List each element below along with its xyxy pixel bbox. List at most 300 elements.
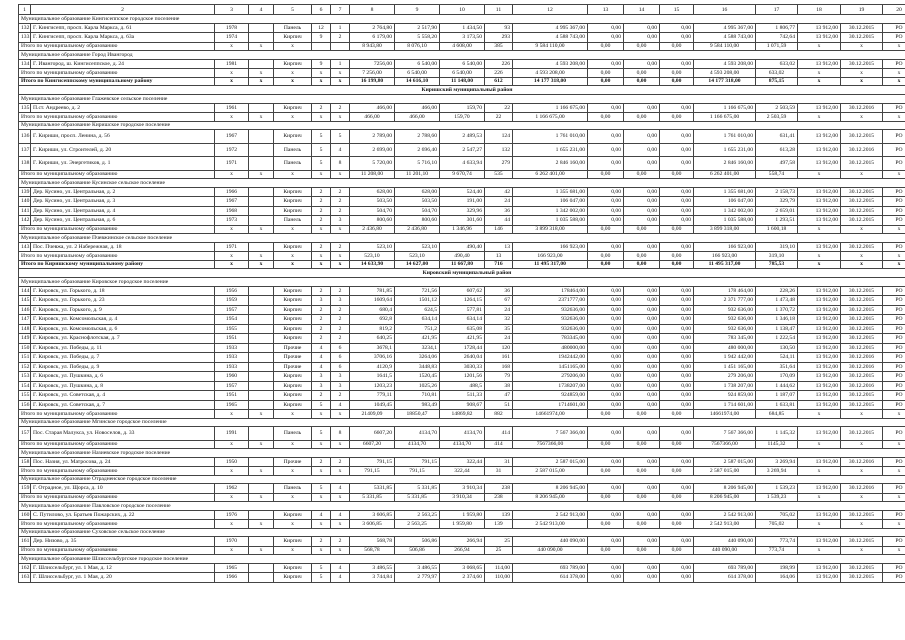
data-cell: 5 331,85 [395,484,440,494]
data-cell: Панель [274,216,312,226]
total-cell: 0,00 [588,410,624,419]
data-cell: 504,70 [395,206,440,216]
data-cell: 13 912,00 [798,353,841,363]
total-cell: 791,15 [395,467,440,476]
row-number: 146 [19,305,31,315]
total-cell: x [274,252,312,261]
data-cell: 932 636,00 [694,324,756,334]
row-number: 159 [19,484,31,494]
table-row [19,206,905,216]
row-number: 134 [19,59,31,69]
data-cell: 13 912,00 [798,563,841,573]
data-cell: 279 206,00 [694,372,756,382]
address-cell: Г. Кировск, ул. Советская, д. 4 [31,391,215,401]
total-cell: 633,02 [756,69,798,78]
total-cell: 0,00 [660,520,694,529]
total-cell: 0,00 [624,69,660,78]
table-row [19,315,905,325]
data-cell: 705,02 [756,510,798,520]
data-cell [249,427,274,441]
data-cell: 0,00 [624,315,660,325]
data-cell: 3678,1 [350,343,395,353]
data-cell: 13 912,00 [798,157,841,171]
data-cell: 0,00 [624,130,660,144]
data-cell: 38 [485,381,513,391]
data-cell: 114,00 [485,563,513,573]
data-cell: 1971 [215,157,249,171]
total-cell: 0,00 [624,225,660,234]
data-cell: 2371777,00 [513,296,588,306]
data-cell: 30.12.2015 [841,157,883,171]
data-cell: 819,2 [350,324,395,334]
data-cell: Панель [274,143,312,157]
row-number: 163 [19,573,31,583]
data-cell: 2 [312,457,331,467]
address-cell: Г. Кингисепп, просп. Карла Маркса, д. 61 [31,23,215,33]
total-cell: 0,00 [588,225,624,234]
data-cell: РО [883,206,905,216]
total-cell: x [274,546,312,555]
data-cell: Прочие [274,353,312,363]
data-cell: 1 187,07 [756,391,798,401]
total-cell: 3 899 318,00 [694,225,756,234]
data-cell: 1 [331,23,350,33]
data-cell: 3 [312,372,331,382]
data-cell: 1957 [215,305,249,315]
data-cell: 0,00 [588,537,624,547]
total-cell: 0,00 [624,467,660,476]
data-cell: 1203,23 [350,381,395,391]
data-cell: 2 563,25 [395,510,440,520]
address-cell: С. Путилово, ул. Братьев Пожарских, д. 22 [31,510,215,520]
total-cell: 18850,47 [395,410,440,419]
data-cell: 421,95 [395,334,440,344]
data-cell [249,305,274,315]
table-row [19,484,905,494]
total-label: Итого по муниципальному образованию [19,170,215,179]
data-cell: Прочие [274,362,312,372]
data-cell: 0,00 [624,343,660,353]
data-cell: 633,02 [756,59,798,69]
data-cell: 47 [485,391,513,401]
data-cell: РО [883,59,905,69]
data-cell: 2 [312,216,331,226]
total-cell: x [312,410,331,419]
data-cell: 1933 [215,343,249,353]
subtotal-row [19,170,905,179]
data-cell: 8 206 945,00 [513,484,588,494]
data-cell: 1 346,18 [756,315,798,325]
total-cell: 612 [485,77,513,86]
total-cell: 1 071,59 [756,42,798,51]
total-cell: x [331,467,350,476]
district-header-row [19,86,905,95]
header-cell: 9 [395,5,440,15]
data-cell: 1933 [215,353,249,363]
data-cell: 2 374,60 [440,573,485,583]
total-cell: 14869,82 [440,410,485,419]
data-cell: РО [883,197,905,207]
data-cell: 0,00 [660,362,694,372]
district-title: Кировский муниципальный район [19,269,905,278]
data-cell: 2 788,60 [395,130,440,144]
total-cell: x [883,77,905,86]
data-cell: 1966 [215,573,249,583]
total-cell [312,42,331,51]
data-cell: 0,00 [660,130,694,144]
data-cell: Кирпич [274,187,312,197]
total-cell: 684,85 [756,410,798,419]
data-cell: 30.12.2015 [841,324,883,334]
data-cell: 721,56 [395,286,440,296]
total-cell: 0,00 [588,113,624,122]
total-cell: x [331,493,350,502]
data-cell: 0,00 [624,103,660,113]
data-cell: 13 912,00 [798,400,841,410]
data-cell: 1967 [215,197,249,207]
data-cell: 13 912,00 [798,510,841,520]
data-cell: 13 912,00 [798,197,841,207]
data-cell [249,537,274,547]
header-cell: 3 [215,5,249,15]
table-row [19,305,905,315]
data-cell: 9 [312,33,331,43]
data-cell: 0,00 [660,315,694,325]
total-cell: 385 [485,42,513,51]
data-cell: 4 [312,353,331,363]
total-cell: x [274,520,312,529]
table-row [19,427,905,441]
data-cell: 1 761 010,00 [513,130,588,144]
data-cell: 13 912,00 [798,372,841,382]
data-cell: РО [883,242,905,252]
total-cell: x [331,77,350,86]
row-number: 143 [19,242,31,252]
section-header-row [19,234,905,243]
table-row [19,510,905,520]
data-cell: 1641,5 [350,372,395,382]
data-cell: 1961 [215,103,249,113]
data-cell: Кирпич [274,286,312,296]
total-cell: x [331,520,350,529]
data-cell: 1 633,81 [756,400,798,410]
section-header-row [19,449,905,458]
total-cell: 0,00 [660,410,694,419]
total-label: Итого по муниципальному образованию [19,69,215,78]
total-cell: 14 177 318,00 [694,77,756,86]
data-cell: 1955 [215,324,249,334]
section-header-row [19,179,905,188]
total-cell: 14661974,00 [513,410,588,419]
data-cell: 791,15 [395,457,440,467]
data-cell: 1714601,00 [513,400,588,410]
section-title: Муниципальное образование Шлиссельбургское городское поселение [19,555,905,564]
row-number: 150 [19,343,31,353]
data-cell: 511,33 [440,391,485,401]
data-cell: 2 [312,206,331,216]
row-number: 160 [19,510,31,520]
data-cell: 2 [331,334,350,344]
total-cell: x [331,546,350,555]
row-number: 144 [19,286,31,296]
data-cell: 8 [331,157,350,171]
data-cell: 4 593 208,00 [513,59,588,69]
data-cell: 42 [485,187,513,197]
data-cell: 0,00 [624,427,660,441]
data-cell: 503,50 [395,197,440,207]
data-cell: РО [883,353,905,363]
table-row [19,381,905,391]
data-cell: 0,00 [660,305,694,315]
data-cell: 44 [485,216,513,226]
data-cell: РО [883,315,905,325]
total-cell: 11 495 317,00 [694,260,756,269]
total-cell: x [312,113,331,122]
total-cell: x [331,113,350,122]
total-cell: 523,10 [395,252,440,261]
data-cell: Кирпич [274,59,312,69]
data-cell: 628,00 [350,187,395,197]
total-cell: x [883,520,905,529]
data-cell: 680,4 [350,305,395,315]
data-cell: 191,00 [440,197,485,207]
data-cell: 2 [312,537,331,547]
data-cell: 13 912,00 [798,59,841,69]
section-header-row [19,475,905,484]
data-cell: 0,00 [624,362,660,372]
data-cell: 1991 [215,427,249,441]
data-cell: 5 [312,563,331,573]
data-cell: Панель [274,157,312,171]
section-title: Муниципальное образование Назиевское городское поселение [19,449,905,458]
total-cell: 0,00 [588,520,624,529]
data-cell: 0,00 [660,353,694,363]
data-cell: 13 912,00 [798,343,841,353]
data-cell: 13 912,00 [798,23,841,33]
data-cell: 1933 [215,362,249,372]
data-cell: 0,00 [588,242,624,252]
data-cell [249,324,274,334]
section-header-row [19,95,905,104]
data-cell: 51 [485,400,513,410]
total-cell: 1 959,80 [440,520,485,529]
total-cell: 22 [485,113,513,122]
total-cell: 0,00 [660,260,694,269]
total-cell: 8 206 945,00 [513,493,588,502]
total-cell: x [883,440,905,449]
data-cell: РО [883,130,905,144]
data-cell [249,197,274,207]
section-title: Муниципальное образование Кусинское сельское поселение [19,179,905,188]
data-cell: 0,00 [624,157,660,171]
subtotal-row [19,546,905,555]
data-cell: 0,00 [624,334,660,344]
data-cell [249,187,274,197]
subtotal-row [19,440,905,449]
header-cell: 1 [19,5,31,15]
data-cell: 0,00 [588,381,624,391]
total-cell: x [249,260,274,269]
total-cell: 0,00 [660,42,694,51]
data-cell [249,372,274,382]
table-row [19,334,905,344]
address-cell: Г. Кировск, ул. Горького, д. 18 [31,286,215,296]
total-cell: x [798,252,841,261]
data-cell: 1 655 231,00 [694,143,756,157]
address-cell: Пос. Пчевжа, ул. 2 Набережная, д. 18 [31,242,215,252]
data-cell: Кирпич [274,400,312,410]
data-cell: Кирпич [274,33,312,43]
total-cell: x [883,467,905,476]
data-cell: Кирпич [274,510,312,520]
data-cell: 779,11 [350,391,395,401]
total-cell: x [798,260,841,269]
total-cell: x [798,493,841,502]
data-cell: 13 912,00 [798,305,841,315]
data-cell [249,391,274,401]
total-cell: x [312,546,331,555]
total-cell: 2 587 015,00 [694,467,756,476]
total-label: Итого по муниципальному образованию [19,225,215,234]
total-cell: x [883,225,905,234]
data-cell: 178464,00 [513,286,588,296]
data-cell: Кирпич [274,305,312,315]
data-cell: 1 959,80 [440,510,485,520]
data-cell: 198,99 [756,563,798,573]
data-cell: 0,00 [624,484,660,494]
data-cell: 106 047,00 [513,197,588,207]
data-cell: 2 [312,324,331,334]
subtotal-row [19,225,905,234]
data-cell: 1 539,23 [756,484,798,494]
data-cell: 5 720,00 [350,157,395,171]
data-cell: 2 [312,286,331,296]
total-cell: x [883,546,905,555]
table-row [19,143,905,157]
table-row [19,563,905,573]
address-cell: Г. Шлиссельбург, ул. 1 Мая, д. 12 [31,563,215,573]
district-header-row [19,269,905,278]
total-cell: 440 090,00 [513,546,588,555]
data-cell: 0,00 [624,296,660,306]
header-cell: 8 [350,5,395,15]
total-cell: 11 667,80 [440,260,485,269]
total-cell: 0,00 [588,170,624,179]
total-cell: 0,00 [660,113,694,122]
data-cell: 4 [312,343,331,353]
data-cell: 30.12.2015 [841,537,883,547]
data-cell: 1 342 002,00 [694,206,756,216]
total-cell: 7 256,00 [350,69,395,78]
total-cell: 14 627,00 [395,260,440,269]
data-cell: 1264,15 [440,296,485,306]
district-title: Киришский муниципальный район [19,86,905,95]
data-cell: Панель [274,23,312,33]
total-cell: 159,70 [440,113,485,122]
data-cell: 5 [312,427,331,441]
data-cell: 0,00 [660,391,694,401]
table-row [19,23,905,33]
data-cell: РО [883,510,905,520]
total-cell: 166 923,00 [513,252,588,261]
address-cell: Пос. Старая Малукса, ул. Новоселов, д. 33 [31,427,215,441]
total-cell: x [274,493,312,502]
section-title: Муниципальное образование Глажевское сельское поселение [19,95,905,104]
data-cell: РО [883,103,905,113]
header-cell: 5 [274,5,312,15]
header-cell: 6 [312,5,331,15]
data-cell: 440 090,00 [694,537,756,547]
data-cell: 4 995 367,00 [513,23,588,33]
data-cell: 1951 [215,391,249,401]
data-cell: Кирпич [274,372,312,382]
data-cell: 319,10 [756,242,798,252]
total-cell: 8 206 945,00 [694,493,756,502]
total-cell: x [249,410,274,419]
address-cell: Г. Кириши, просп. Ленина, д. 56 [31,130,215,144]
data-cell: 414 [485,427,513,441]
data-cell [249,362,274,372]
data-cell: 2 [312,315,331,325]
data-cell [249,103,274,113]
total-cell: 6 262 401,00 [694,170,756,179]
total-label: Итого по муниципальному образованию [19,520,215,529]
total-cell: 0,00 [660,170,694,179]
data-cell: 635,08 [440,324,485,334]
data-cell: 3 173,50 [440,33,485,43]
data-cell: 1451165,00 [513,362,588,372]
data-cell: 5 [331,130,350,144]
data-cell: 2 [312,391,331,401]
data-cell: 0,00 [588,427,624,441]
data-cell: 13 912,00 [798,484,841,494]
data-cell: 0,00 [588,33,624,43]
data-cell: 8 206 945,00 [694,484,756,494]
data-cell: 30.12.2016 [841,457,883,467]
data-cell: Кирпич [274,324,312,334]
data-cell: 3448,83 [395,362,440,372]
data-cell: 0,00 [624,324,660,334]
total-cell: 2 542 913,00 [694,520,756,529]
address-cell: П.ст. Андреево, д. 2 [31,103,215,113]
total-cell: 6 262 401,00 [513,170,588,179]
data-cell: 2 [312,187,331,197]
total-cell: x [841,170,883,179]
total-cell: 1 346,96 [440,225,485,234]
total-cell: x [798,77,841,86]
data-cell: 932636,00 [513,305,588,315]
total-cell: 166 923,00 [694,252,756,261]
total-cell: 0,00 [624,440,660,449]
total-label: Итого по Кингисеппскому муниципальному району [19,77,215,86]
data-cell: 1 738 207,00 [694,381,756,391]
data-cell: 2 [331,391,350,401]
address-cell: Г. Кировск, ул. Комсомольская, д. 4 [31,315,215,325]
total-cell: x [798,42,841,51]
data-cell: 607,62 [440,286,485,296]
data-cell: 1 370,72 [756,305,798,315]
data-cell: 4134,70 [395,427,440,441]
section-title: Муниципальное образование Кингисеппское городское поселение [19,15,905,24]
address-cell: Г. Кировск, ул. Победы, д. 9 [31,362,215,372]
data-cell: 523,10 [350,242,395,252]
data-cell: 3 [312,296,331,306]
row-number: 156 [19,400,31,410]
data-cell: 30.12.2015 [841,197,883,207]
data-cell: 488,5 [440,381,485,391]
data-cell: 13 912,00 [798,296,841,306]
row-number: 132 [19,23,31,33]
